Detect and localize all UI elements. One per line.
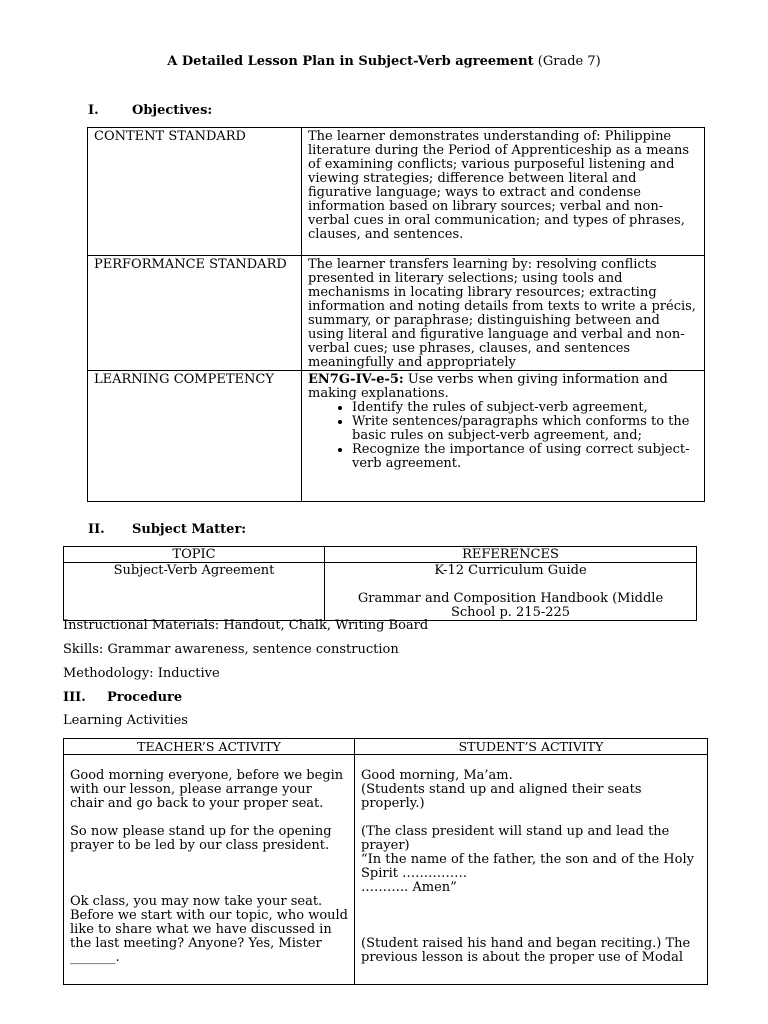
table-header-row <box>64 739 708 755</box>
document-title <box>0 54 768 69</box>
student-line: ……….. Amen” <box>361 880 457 895</box>
performance-standard-label: PERFORMANCE STANDARD <box>88 256 302 371</box>
student-line: Good morning, Ma’am. <box>361 768 513 783</box>
section-label: Objectives: <box>132 103 213 118</box>
teacher-line: So now please stand up for the opening prayer to be led by our class president. <box>70 824 332 853</box>
instructional-materials: Instructional Materials: Handout, Chalk, Writing Board <box>63 618 429 633</box>
teacher-line: Good morning everyone, before we begin with our lesson, please arrange your chair and go back to your proper seat. <box>70 768 344 811</box>
performance-standard-text: The learner transfers learning by: resolving conflicts presented in literary selections; using tools and mechanisms in locating library resources; extracting information and noting details from texts to write a précis, summary, or paraphrase; distinguishing between and using literal and figurative language and verbal and non-verbal cues; use phrases, clauses, and sentences meaningfully and appropriately <box>302 256 705 371</box>
list-item: • Recognize the importance of using correct subject-verb agreement. <box>352 443 698 471</box>
document-title-suffix: (Grade 7) <box>533 54 601 69</box>
section-heading-objectives <box>88 103 212 118</box>
section-heading-subject-matter <box>88 522 246 537</box>
competency-description: Use verbs when giving information and making explanations. <box>308 372 668 401</box>
student-line: (Students stand up and aligned their seats properly.) <box>361 782 642 811</box>
content-standard-label: CONTENT STANDARD <box>88 128 302 256</box>
table-header-row <box>64 547 697 563</box>
reference-item: Grammar and Composition Handbook (Middle School p. 215-225 <box>357 591 664 620</box>
objectives-table <box>87 127 705 502</box>
reference-item: K-12 Curriculum Guide <box>434 563 587 578</box>
student-line: (Student raised his hand and began reciting.) The previous lesson is about the proper use of Modal <box>361 936 691 965</box>
learning-competency-label: LEARNING COMPETENCY <box>88 371 302 502</box>
table-row <box>88 256 705 371</box>
table-row <box>64 755 708 985</box>
methodology: Methodology: Inductive <box>63 666 220 681</box>
section-number: I. <box>88 103 99 118</box>
section-number: III. <box>63 690 86 705</box>
activities-table <box>63 738 708 985</box>
competency-bullet-list <box>308 401 698 471</box>
section-number: II. <box>88 522 105 537</box>
table-row <box>88 371 705 502</box>
learning-competency-text <box>302 371 705 502</box>
student-activity-header: STUDENT’S ACTIVITY <box>355 739 708 755</box>
student-line: “In the name of the father, the son and of the Holy Spirit …………… <box>361 852 694 881</box>
teacher-activity-cell <box>64 755 355 985</box>
section-heading-procedure <box>63 690 182 705</box>
list-item: • Identify the rules of subject-verb agreement, <box>352 401 698 415</box>
list-item: • Write sentences/paragraphs which conforms to the basic rules on subject-verb agreement, and; <box>352 415 698 443</box>
topic-header: TOPIC <box>64 547 325 563</box>
table-row <box>88 128 705 256</box>
subject-matter-table <box>63 546 697 621</box>
learning-activities-label: Learning Activities <box>63 713 188 728</box>
references-cell <box>325 563 697 621</box>
skills: Skills: Grammar awareness, sentence construction <box>63 642 399 657</box>
section-label: Subject Matter: <box>132 522 247 537</box>
topic-cell: Subject-Verb Agreement <box>64 563 325 621</box>
teacher-line: Ok class, you may now take your seat. Before we start with our topic, who would like to share what we have discussed in the last meeting? Anyone? Yes, Mister _______. <box>70 894 348 965</box>
document-title-bold: A Detailed Lesson Plan in Subject-Verb agreement <box>167 54 534 69</box>
section-label: Procedure <box>107 690 183 705</box>
table-row <box>64 563 697 621</box>
teacher-activity-header: TEACHER’S ACTIVITY <box>64 739 355 755</box>
competency-code: EN7G-IV-e-5: <box>308 372 404 387</box>
student-activity-cell <box>355 755 708 985</box>
content-standard-text: The learner demonstrates understanding of: Philippine literature during the Period of Apprenticeship as a means of examining conflicts; various purposeful listening and viewing strategies; difference between literal and figurative language; ways to extract and condense information based on library sources; verbal and non-verbal cues in oral communication; and types of phrases, clauses, and sentences. <box>302 128 705 256</box>
references-header: REFERENCES <box>325 547 697 563</box>
student-line: (The class president will stand up and lead the prayer) <box>361 824 670 853</box>
